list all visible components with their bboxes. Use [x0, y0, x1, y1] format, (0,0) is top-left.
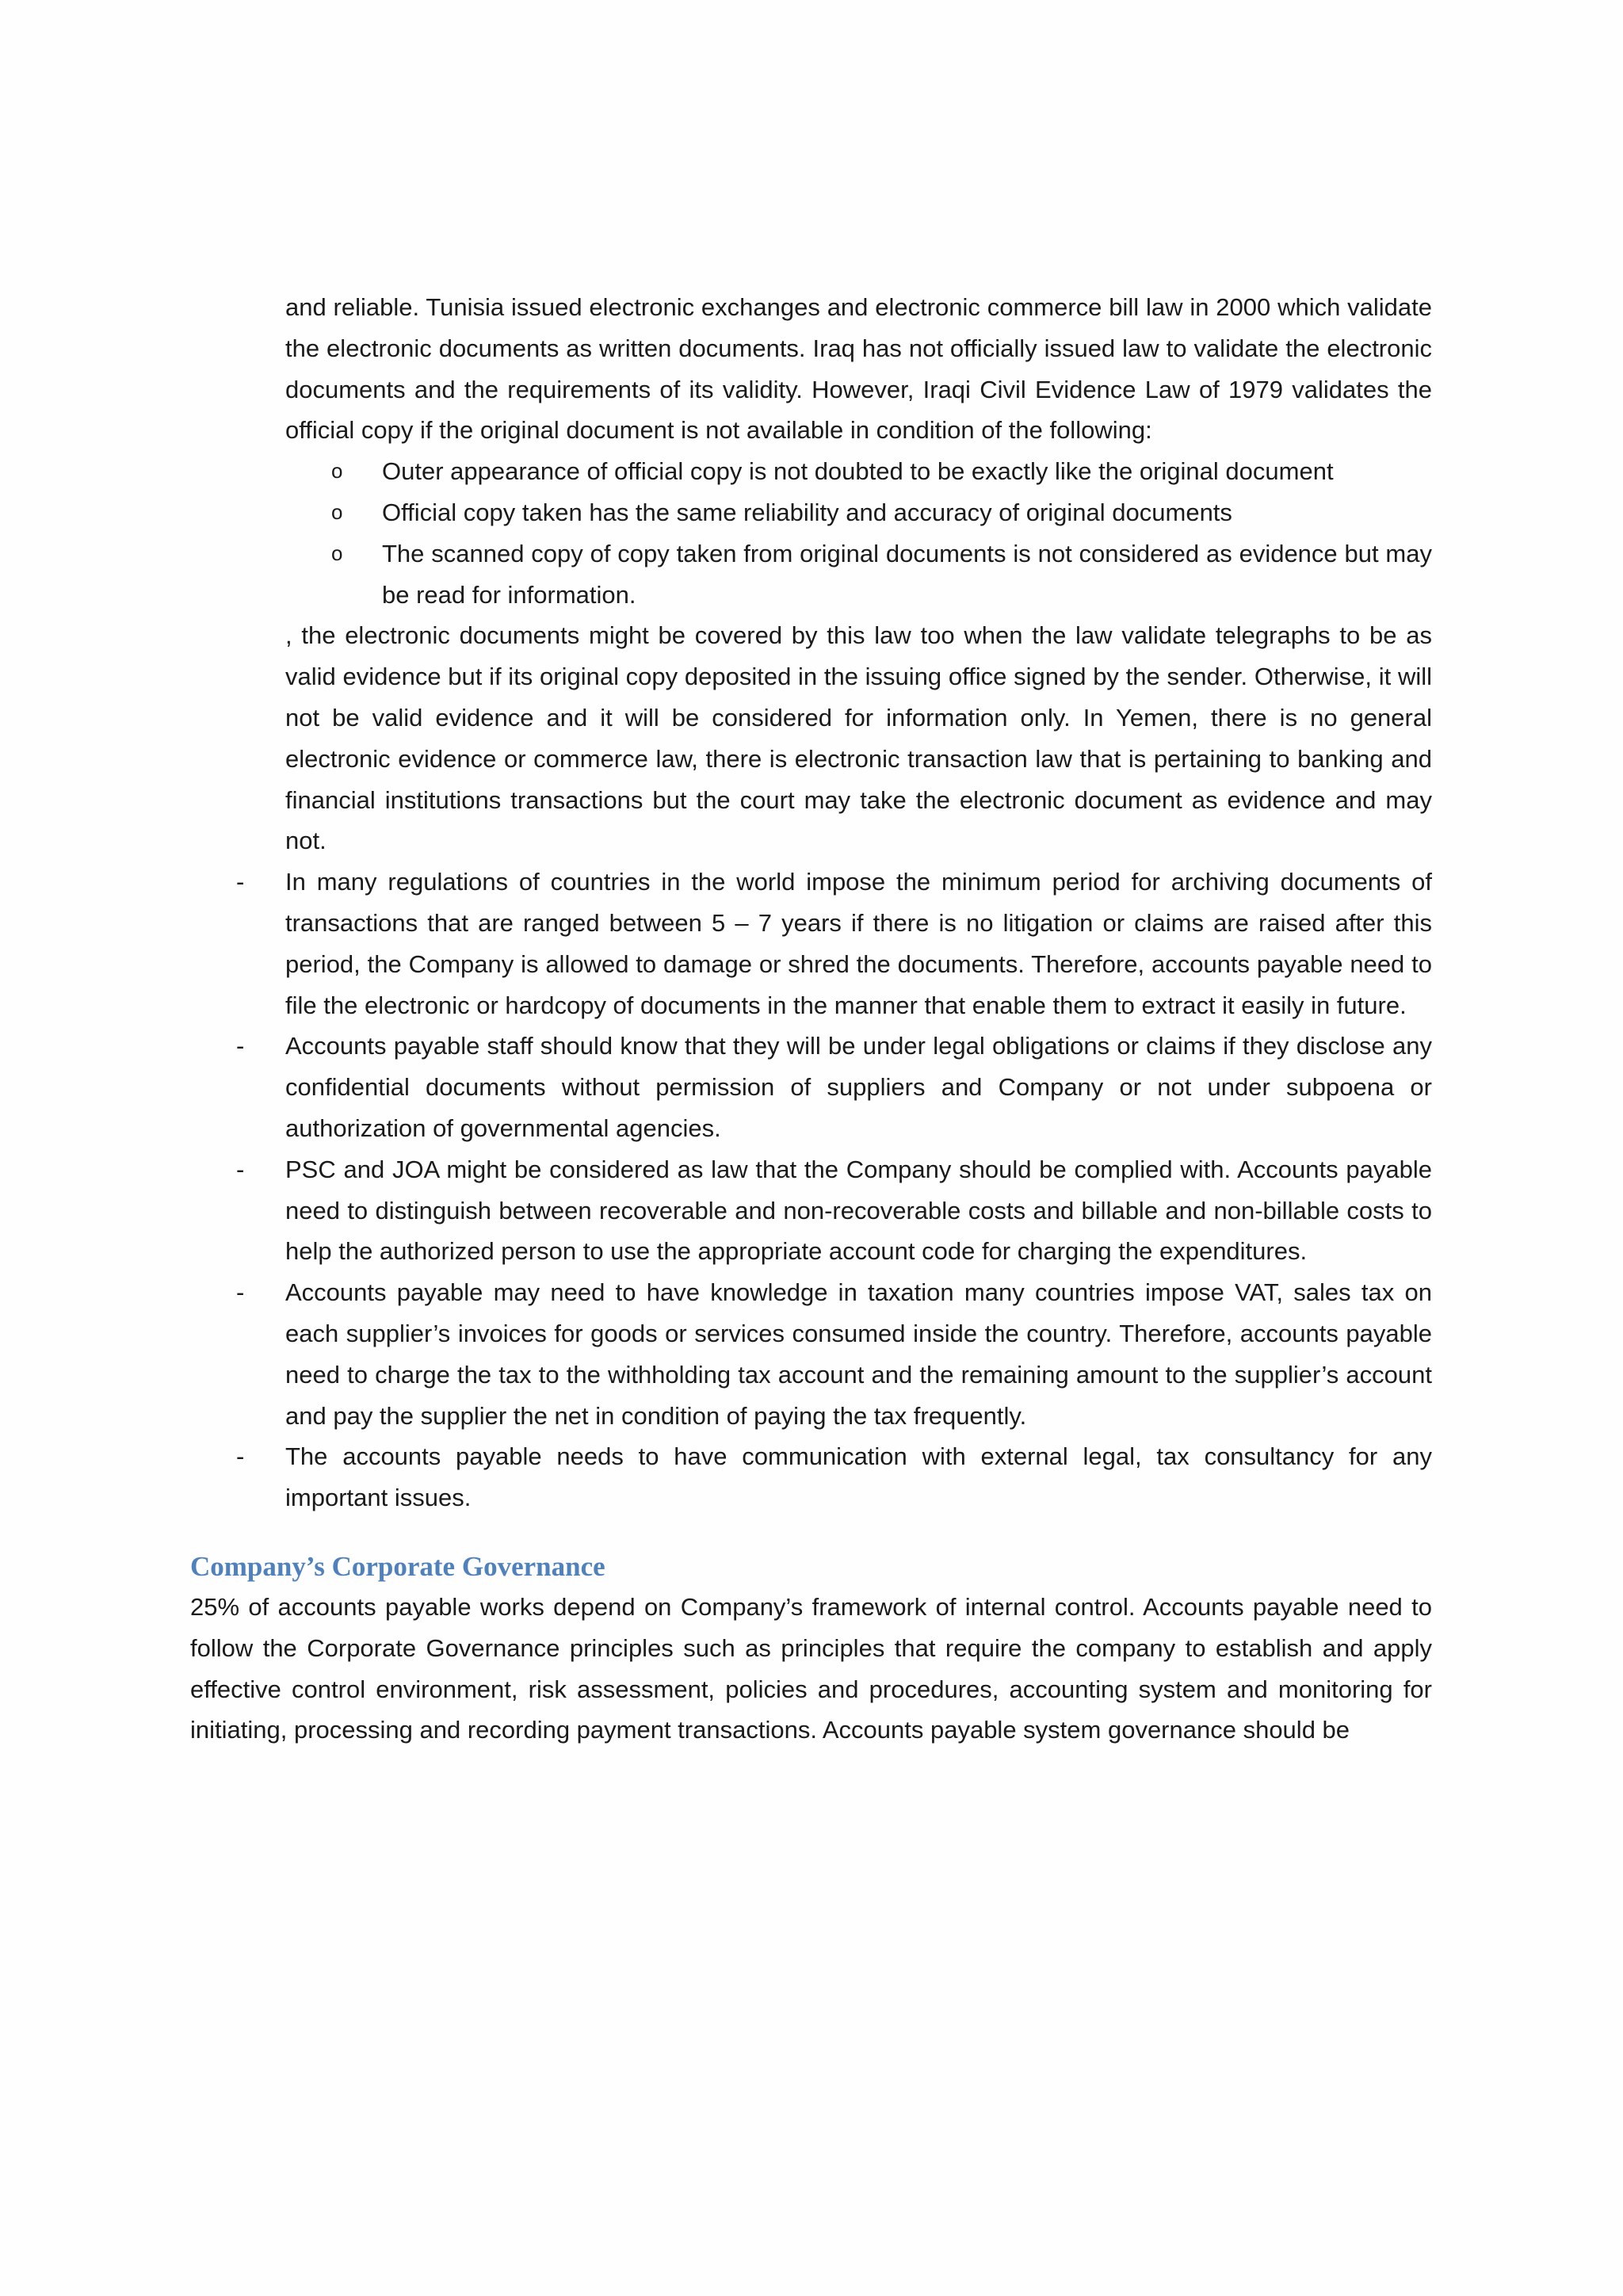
- sublist-item: [331, 451, 1432, 492]
- circle-bullet-icon: o: [331, 459, 343, 483]
- circle-bullet-icon: o: [331, 541, 343, 565]
- bullet-item: [236, 1149, 1432, 1272]
- bullet-item: [236, 861, 1432, 1026]
- sublist-item-text: Official copy taken has the same reliability and accuracy of original documents: [382, 498, 1232, 526]
- bullet-item-text: PSC and JOA might be considered as law that the Company should be complied with. Accounts payable need to distinguish between recoverable and non-recoverable costs and billable and non-billable costs to help the authorized person to use the appropriate account code for charging the expenditures.: [285, 1155, 1432, 1266]
- bullet-item: [236, 1026, 1432, 1148]
- bullet-item-text: In many regulations of countries in the world impose the minimum period for archiving documents of transactions that are ranged between 5 – 7 years if there is no litigation or claims are raised after this period, the Company is allowed to damage or shred the documents. Therefore, accounts payable need to file the electronic or hardcopy of documents in the manner that enable them to extract it easily in future.: [285, 868, 1432, 1019]
- section-heading: Company’s Corporate Governance: [190, 1550, 605, 1582]
- bullet-item: [236, 1272, 1432, 1436]
- bullet-item-text: Accounts payable may need to have knowledge in taxation many countries impose VAT, sales tax on each supplier’s invoices for goods or services consumed inside the country. Therefore, accounts payable need to charge the tax to the withholding tax account and the remaining amount to the supplier’s account and pay the supplier the net in condition of paying the tax frequently.: [285, 1278, 1432, 1430]
- governance-paragraph: 25% of accounts payable works depend on Company’s framework of internal control. Accounts payable need to follow the Corporate Governance principles such as principles that require the company to establish and apply effective control environment, risk assessment, policies and procedures, accounting system and monitoring for initiating, processing and recording payment transactions. Accounts payable system governance should be: [190, 1592, 1432, 1744]
- dash-bullet-icon: -: [236, 868, 245, 896]
- dash-bullet-icon: -: [236, 1442, 245, 1471]
- dash-bullet-icon: -: [236, 1155, 245, 1183]
- electronic-documents-paragraph: , the electronic documents might be covered by this law too when the law validate telegraphs to be as valid evidence but if its original copy deposited in the issuing office signed by the sender. Otherwise, it will not be valid evidence and it will be considered for information only. In Yemen, there is no general electronic evidence or commerce law, there is electronic transaction law that is pertaining to banking and financial institutions transactions but the court may take the electronic document as evidence and may not.: [285, 621, 1432, 855]
- dash-bullet-icon: -: [236, 1032, 245, 1060]
- bullet-item-text: The accounts payable needs to have communication with external legal, tax consultancy for any important issues.: [285, 1442, 1432, 1512]
- sublist-item-text: Outer appearance of official copy is not doubted to be exactly like the original document: [382, 457, 1334, 486]
- condition-sublist: [190, 451, 1432, 615]
- dash-bullet-list: [190, 861, 1432, 1519]
- bullet-item-text: Accounts payable staff should know that they will be under legal obligations or claims if they disclose any confidential documents without permission of suppliers and Company or not under subpoena or authorization of governmental agencies.: [285, 1032, 1432, 1142]
- dash-bullet-icon: -: [236, 1278, 245, 1307]
- sublist-item-text: The scanned copy of copy taken from original documents is not considered as evidence but may be read for information.: [382, 539, 1432, 609]
- bullet-item: [236, 1436, 1432, 1519]
- continuation-paragraph: and reliable. Tunisia issued electronic exchanges and electronic commerce bill law in 2000 which validate the electronic documents as written documents. Iraq has not officially issued law to validate the electronic documents and the requirements of its validity. However, Iraqi Civil Evidence Law of 1979 validates the official copy if the original document is not available in condition of the following:: [285, 293, 1432, 445]
- sublist-item: [331, 533, 1432, 616]
- page-content: [190, 287, 1432, 1751]
- sublist-item: [331, 492, 1432, 533]
- circle-bullet-icon: o: [331, 499, 343, 524]
